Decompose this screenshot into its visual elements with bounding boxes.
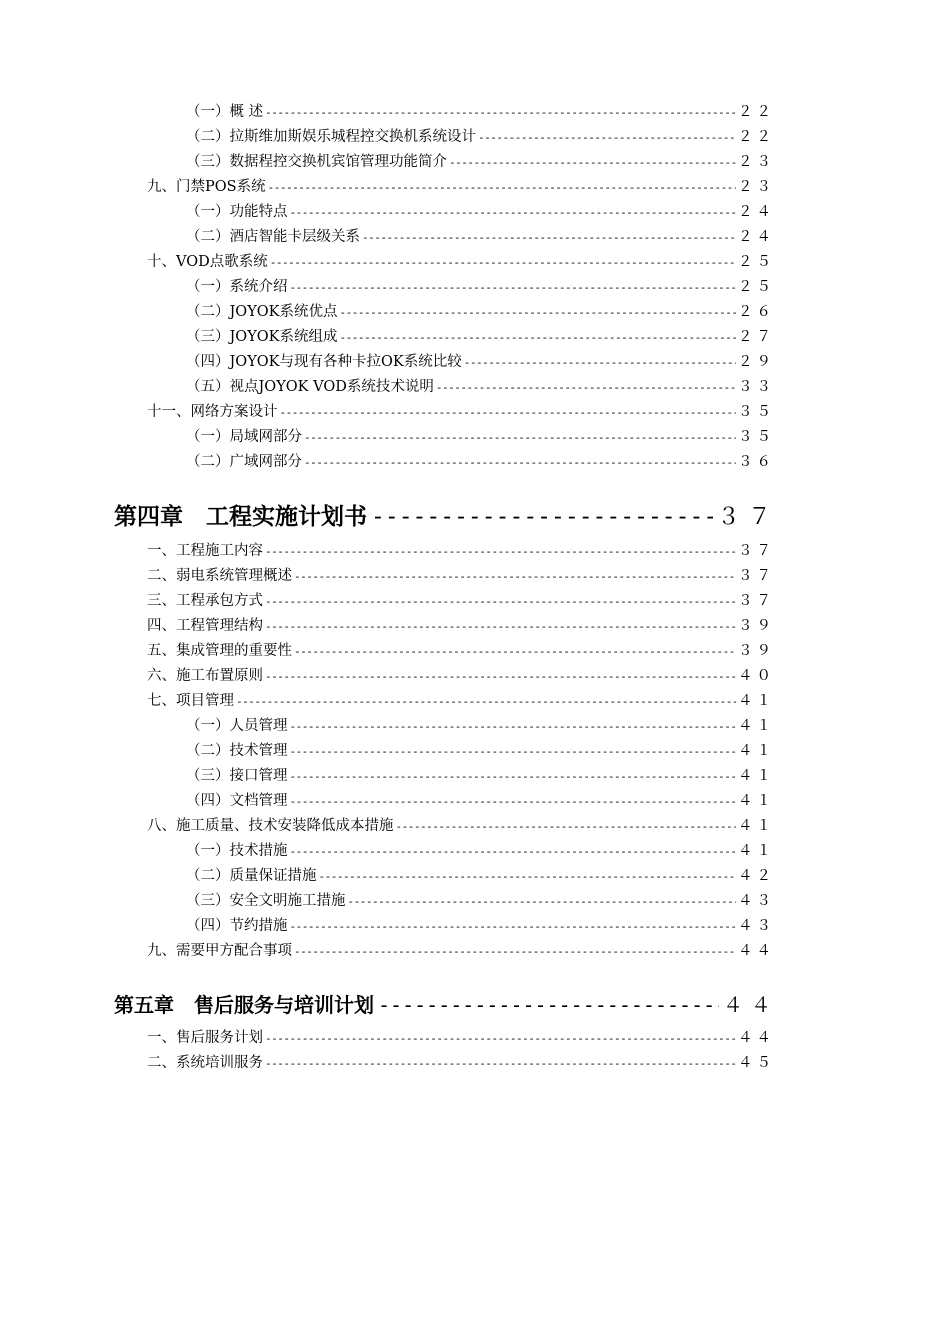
toc-entry-page-number: ２４ xyxy=(738,204,775,220)
toc-entry[interactable] xyxy=(0,739,775,764)
toc-entry[interactable] xyxy=(0,150,775,175)
dot-leader xyxy=(378,986,719,1024)
dot-leader xyxy=(290,764,737,789)
toc-entry[interactable] xyxy=(0,275,775,300)
dot-leader xyxy=(265,1026,736,1051)
toc-entry-label: （一）人员管理 xyxy=(186,718,288,734)
toc-entry-label: 十、VOD点歌系统 xyxy=(147,254,268,270)
toc-entry-label: （一）局域网部分 xyxy=(186,429,302,445)
toc-entry[interactable] xyxy=(0,375,775,400)
toc-entry-page-number: ４１ xyxy=(738,743,775,759)
toc-entry-label: 四、工程管理结构 xyxy=(147,618,263,634)
dot-leader xyxy=(478,125,736,150)
toc-entry-page-number: ２７ xyxy=(738,329,775,345)
dot-leader xyxy=(319,864,737,889)
toc-entry-page-number: ４１ xyxy=(738,768,775,784)
toc-entry-label: （四）JOYOK与现有各种卡拉OK系统比较 xyxy=(186,354,462,370)
dot-leader xyxy=(340,325,737,350)
toc-entry[interactable] xyxy=(0,589,775,614)
dot-leader xyxy=(449,150,736,175)
toc-entry-label: （二）质量保证措施 xyxy=(186,868,317,884)
toc-entry-page-number: ４１ xyxy=(738,718,775,734)
dot-leader xyxy=(290,200,737,225)
toc-entry[interactable] xyxy=(0,125,775,150)
dot-leader xyxy=(236,689,736,714)
dot-leader xyxy=(290,789,737,814)
chapter-page-number: ４４ xyxy=(723,993,779,1017)
toc-entry-label: （四）节约措施 xyxy=(186,918,288,934)
toc-entry-page-number: ４４ xyxy=(738,1030,775,1046)
toc-entry[interactable] xyxy=(0,1026,775,1051)
toc-entry-label: （三）安全文明施工措施 xyxy=(186,893,346,909)
toc-entry-page-number: ３７ xyxy=(738,543,775,559)
toc-entry-label: 一、售后服务计划 xyxy=(147,1030,263,1046)
toc-entry[interactable] xyxy=(0,225,775,250)
toc-entry[interactable] xyxy=(0,789,775,814)
dot-leader xyxy=(290,839,737,864)
toc-entry-page-number: ４３ xyxy=(738,893,775,909)
toc-entry[interactable] xyxy=(0,450,775,475)
toc-entry[interactable] xyxy=(0,639,775,664)
toc-entry-label: （二）技术管理 xyxy=(186,743,288,759)
dot-leader xyxy=(396,814,737,839)
toc-entry[interactable] xyxy=(0,714,775,739)
dot-leader xyxy=(290,739,737,764)
toc-entry-page-number: ４１ xyxy=(738,693,775,709)
chapter-page-number: ３７ xyxy=(717,504,779,530)
toc-entry-label: （三）数据程控交换机宾馆管理功能简介 xyxy=(186,154,447,170)
dot-leader xyxy=(265,614,736,639)
toc-entry[interactable] xyxy=(0,400,775,425)
toc-entry-label: （三）JOYOK系统组成 xyxy=(186,329,338,345)
dot-leader xyxy=(294,564,736,589)
dot-leader xyxy=(294,639,736,664)
toc-entry-page-number: ２３ xyxy=(738,179,775,195)
dot-leader xyxy=(304,425,736,450)
toc-entry[interactable] xyxy=(0,425,775,450)
table-of-contents xyxy=(0,100,950,1076)
dot-leader xyxy=(362,225,736,250)
toc-entry-page-number: ４４ xyxy=(738,943,775,959)
dot-leader xyxy=(371,497,713,537)
toc-entry[interactable] xyxy=(0,864,775,889)
toc-entry-label: 十一、网络方案设计 xyxy=(147,404,278,420)
toc-entry[interactable] xyxy=(0,914,775,939)
dot-leader xyxy=(265,539,736,564)
toc-entry-label: （二）广域网部分 xyxy=(186,454,302,470)
toc-entry-page-number: ２４ xyxy=(738,229,775,245)
toc-entry-page-number: ３９ xyxy=(738,643,775,659)
toc-entry[interactable] xyxy=(0,689,775,714)
toc-entry-page-number: ２６ xyxy=(738,304,775,320)
toc-entry-page-number: ２２ xyxy=(738,104,775,120)
toc-entry[interactable] xyxy=(0,564,775,589)
dot-leader xyxy=(265,589,736,614)
chapter-4-heading[interactable] xyxy=(0,497,779,537)
toc-entry[interactable] xyxy=(0,939,775,964)
toc-entry-page-number: ４１ xyxy=(738,818,775,834)
toc-entry-label: 二、弱电系统管理概述 xyxy=(147,568,292,584)
toc-entry[interactable] xyxy=(0,764,775,789)
toc-entry-page-number: ２５ xyxy=(738,254,775,270)
toc-entry[interactable] xyxy=(0,539,775,564)
dot-leader xyxy=(294,939,736,964)
toc-entry-page-number: ２２ xyxy=(738,129,775,145)
toc-entry-label: （三）接口管理 xyxy=(186,768,288,784)
toc-entry[interactable] xyxy=(0,664,775,689)
toc-entry-label: （四）文档管理 xyxy=(186,793,288,809)
dot-leader xyxy=(280,400,737,425)
toc-entry[interactable] xyxy=(0,200,775,225)
toc-entry[interactable] xyxy=(0,100,775,125)
toc-entry[interactable] xyxy=(0,1051,775,1076)
toc-entry-label: （五）视点JOYOK VOD系统技术说明 xyxy=(186,379,434,395)
toc-entry[interactable] xyxy=(0,889,775,914)
toc-entry-page-number: ３７ xyxy=(738,568,775,584)
dot-leader xyxy=(436,375,736,400)
toc-entry-label: 七、项目管理 xyxy=(147,693,234,709)
toc-entry-label: 八、施工质量、技术安装降低成本措施 xyxy=(147,818,394,834)
dot-leader xyxy=(290,714,737,739)
dot-leader xyxy=(464,350,736,375)
toc-section-part1 xyxy=(0,100,950,475)
toc-section-part2 xyxy=(0,539,950,964)
toc-entry-label: （二）拉斯维加斯娱乐城程控交换机系统设计 xyxy=(186,129,476,145)
toc-entry[interactable] xyxy=(0,325,775,350)
toc-entry-label: 五、集成管理的重要性 xyxy=(147,643,292,659)
toc-entry[interactable] xyxy=(0,250,775,275)
toc-entry-page-number: ３５ xyxy=(738,429,775,445)
toc-entry-label: 六、施工布置原则 xyxy=(147,668,263,684)
toc-entry-label: 九、门禁POS系统 xyxy=(147,179,266,195)
toc-entry-page-number: ４１ xyxy=(738,793,775,809)
toc-entry-page-number: ２５ xyxy=(738,279,775,295)
toc-entry[interactable] xyxy=(0,350,775,375)
toc-entry-label: 一、工程施工内容 xyxy=(147,543,263,559)
toc-entry-page-number: ４５ xyxy=(738,1055,775,1071)
toc-entry-page-number: ４１ xyxy=(738,843,775,859)
dot-leader xyxy=(304,450,736,475)
toc-entry-page-number: ３７ xyxy=(738,593,775,609)
dot-leader xyxy=(268,175,736,200)
toc-entry-page-number: ２３ xyxy=(738,154,775,170)
toc-entry-label: （一）概 述 xyxy=(186,104,264,120)
dot-leader xyxy=(265,1051,736,1076)
dot-leader xyxy=(265,100,736,125)
toc-entry-label: （一）技术措施 xyxy=(186,843,288,859)
dot-leader xyxy=(290,914,737,939)
toc-entry-page-number: ４０ xyxy=(738,668,775,684)
toc-entry-page-number: ４２ xyxy=(738,868,775,884)
toc-entry-page-number: ３３ xyxy=(738,379,775,395)
toc-entry[interactable] xyxy=(0,300,775,325)
dot-leader xyxy=(290,275,737,300)
toc-entry-label: 九、需要甲方配合事项 xyxy=(147,943,292,959)
chapter-title: 第四章 工程实施计划书 xyxy=(114,504,367,530)
toc-section-part3 xyxy=(0,1026,950,1076)
toc-entry-label: 三、工程承包方式 xyxy=(147,593,263,609)
toc-entry-label: 二、系统培训服务 xyxy=(147,1055,263,1071)
dot-leader xyxy=(265,664,736,689)
toc-entry[interactable] xyxy=(0,839,775,864)
dot-leader xyxy=(270,250,736,275)
dot-leader xyxy=(340,300,737,325)
toc-entry-page-number: ３９ xyxy=(738,618,775,634)
toc-entry[interactable] xyxy=(0,614,775,639)
chapter-title: 第五章 售后服务与培训计划 xyxy=(114,993,374,1017)
toc-entry-page-number: ２９ xyxy=(738,354,775,370)
toc-entry-page-number: ４３ xyxy=(738,918,775,934)
toc-entry-page-number: ３６ xyxy=(738,454,775,470)
toc-entry-label: （二）JOYOK系统优点 xyxy=(186,304,338,320)
toc-entry[interactable] xyxy=(0,175,775,200)
toc-entry-label: （一）功能特点 xyxy=(186,204,288,220)
chapter-5-heading[interactable] xyxy=(0,986,779,1024)
toc-entry[interactable] xyxy=(0,814,775,839)
toc-entry-label: （一）系统介绍 xyxy=(186,279,288,295)
toc-entry-label: （二）酒店智能卡层级关系 xyxy=(186,229,360,245)
toc-entry-page-number: ３５ xyxy=(738,404,775,420)
dot-leader xyxy=(348,889,737,914)
